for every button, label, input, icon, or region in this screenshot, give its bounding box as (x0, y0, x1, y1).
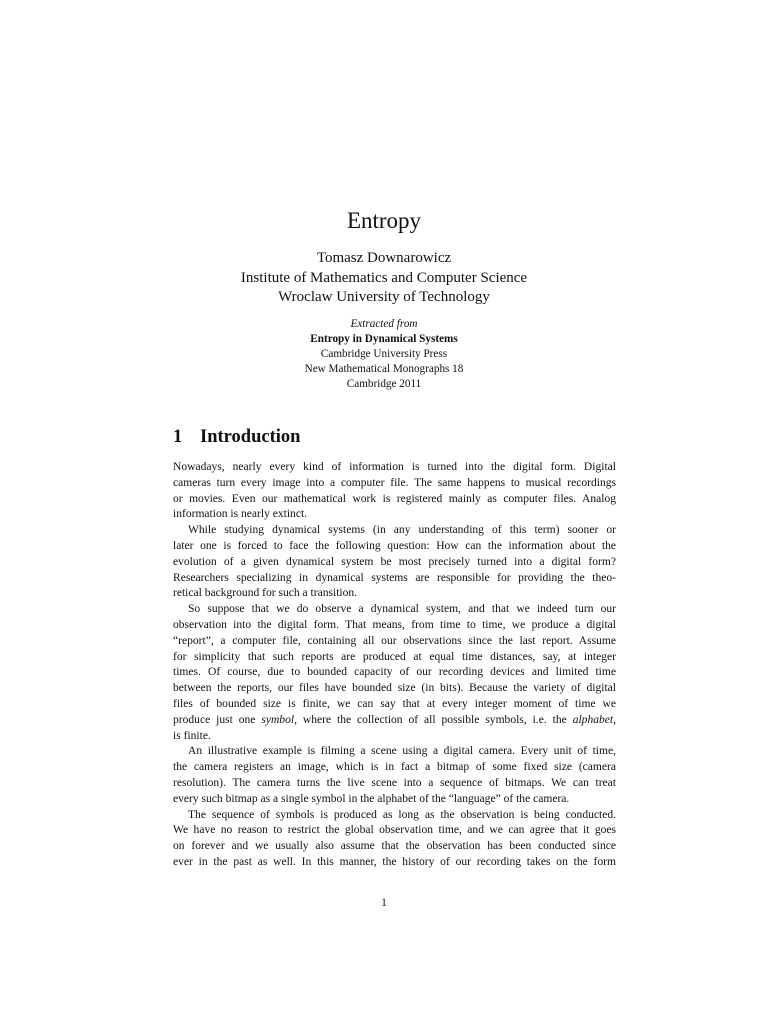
book-title: Entropy in Dynamical Systems (310, 333, 458, 345)
text-line: Researchers specializing in dynamical systems are responsible for providing the theo- (173, 571, 616, 584)
text-line: While studying dynamical systems (in any understanding of this term) sooner or (188, 524, 616, 537)
page-number: 1 (381, 897, 387, 909)
text-line: information is nearly extinct. (173, 508, 308, 521)
section-heading (173, 424, 300, 450)
term-alphabet: alphabet (572, 713, 614, 726)
text-line: retical background for such a transition. (173, 587, 358, 600)
text-line: every such bitmap as a single symbol in the alphabet of the “language” of the camera. (173, 792, 570, 805)
text-line: cameras turn every image into a computer file. The same happens to musical recordings (173, 476, 616, 489)
text-line: An illustrative example is filming a scene using a digital camera. Every unit of time, (188, 745, 616, 758)
section-number: 1 (173, 427, 183, 447)
text-line: or movies. Even our mathematical work is registered mainly as computer files. Analog (173, 492, 616, 505)
body-text (173, 460, 616, 871)
document-title: Entropy (346, 208, 422, 233)
text-line: on forever and we usually also assume that the observation has been conducted since (173, 840, 616, 853)
author-institute: Institute of Mathematics and Computer Science (240, 269, 528, 286)
text-line: is finite. (173, 729, 211, 742)
text-line: The sequence of symbols is produced as long as the observation is being conducted. (188, 808, 616, 821)
text-run: produce just one (173, 713, 262, 726)
text-run: , where the collection of all possible symbols, i.e. the (294, 713, 573, 726)
text-line: We have no reason to restrict the global observation time, and we can agree that it goes (173, 824, 616, 837)
text-line (173, 713, 616, 729)
text-line: “report”, a computer file, containing all our observations since the last report. Assume (173, 634, 616, 647)
author-block (0, 249, 768, 308)
text-line: resolution). The camera turns the live scene into a sequence of bitmaps. We can treat (173, 776, 616, 789)
section-title: Introduction (200, 427, 301, 447)
place-year: Cambridge 2011 (346, 378, 422, 390)
extracted-from-label: Extracted from (350, 318, 418, 330)
text-line: for simplicity that such reports are produced at equal time distances, say, at integer (173, 650, 616, 663)
author-name: Tomasz Downarowicz (316, 250, 452, 266)
text-line: files of bounded size is finite, we can say that at every integer moment of time we (173, 697, 616, 710)
text-line: So suppose that we do observe a dynamical system, and that we indeed turn our (188, 603, 616, 616)
text-line: between the reports, our files have bounded size (in bits). Because the variety of digital (173, 682, 616, 695)
series: New Mathematical Monographs 18 (304, 363, 464, 375)
text-run: , (613, 713, 616, 726)
text-line: ever in the past as well. In this manner, the history of our recording takes on the form (173, 855, 616, 868)
text-line: times. Of course, due to bounded capacity of our recording devices and limited time (173, 666, 616, 679)
text-line: observation into the digital form. That means, from time to time, we produce a digital (173, 618, 616, 631)
author-university: Wroclaw University of Technology (278, 289, 490, 305)
source-block (0, 317, 768, 392)
text-line: evolution of a given dynamical system be most precisely turned into a digital form? (173, 555, 616, 568)
term-symbol: symbol (261, 713, 295, 726)
text-line: Nowadays, nearly every kind of information is turned into the digital form. Digital (173, 461, 616, 473)
text-line: later one is forced to face the following question: How can the information about the (173, 539, 616, 552)
text-line: the camera registers an image, which is in fact a bitmap of some fixed size (camera (173, 761, 616, 774)
publisher: Cambridge University Press (320, 348, 448, 360)
